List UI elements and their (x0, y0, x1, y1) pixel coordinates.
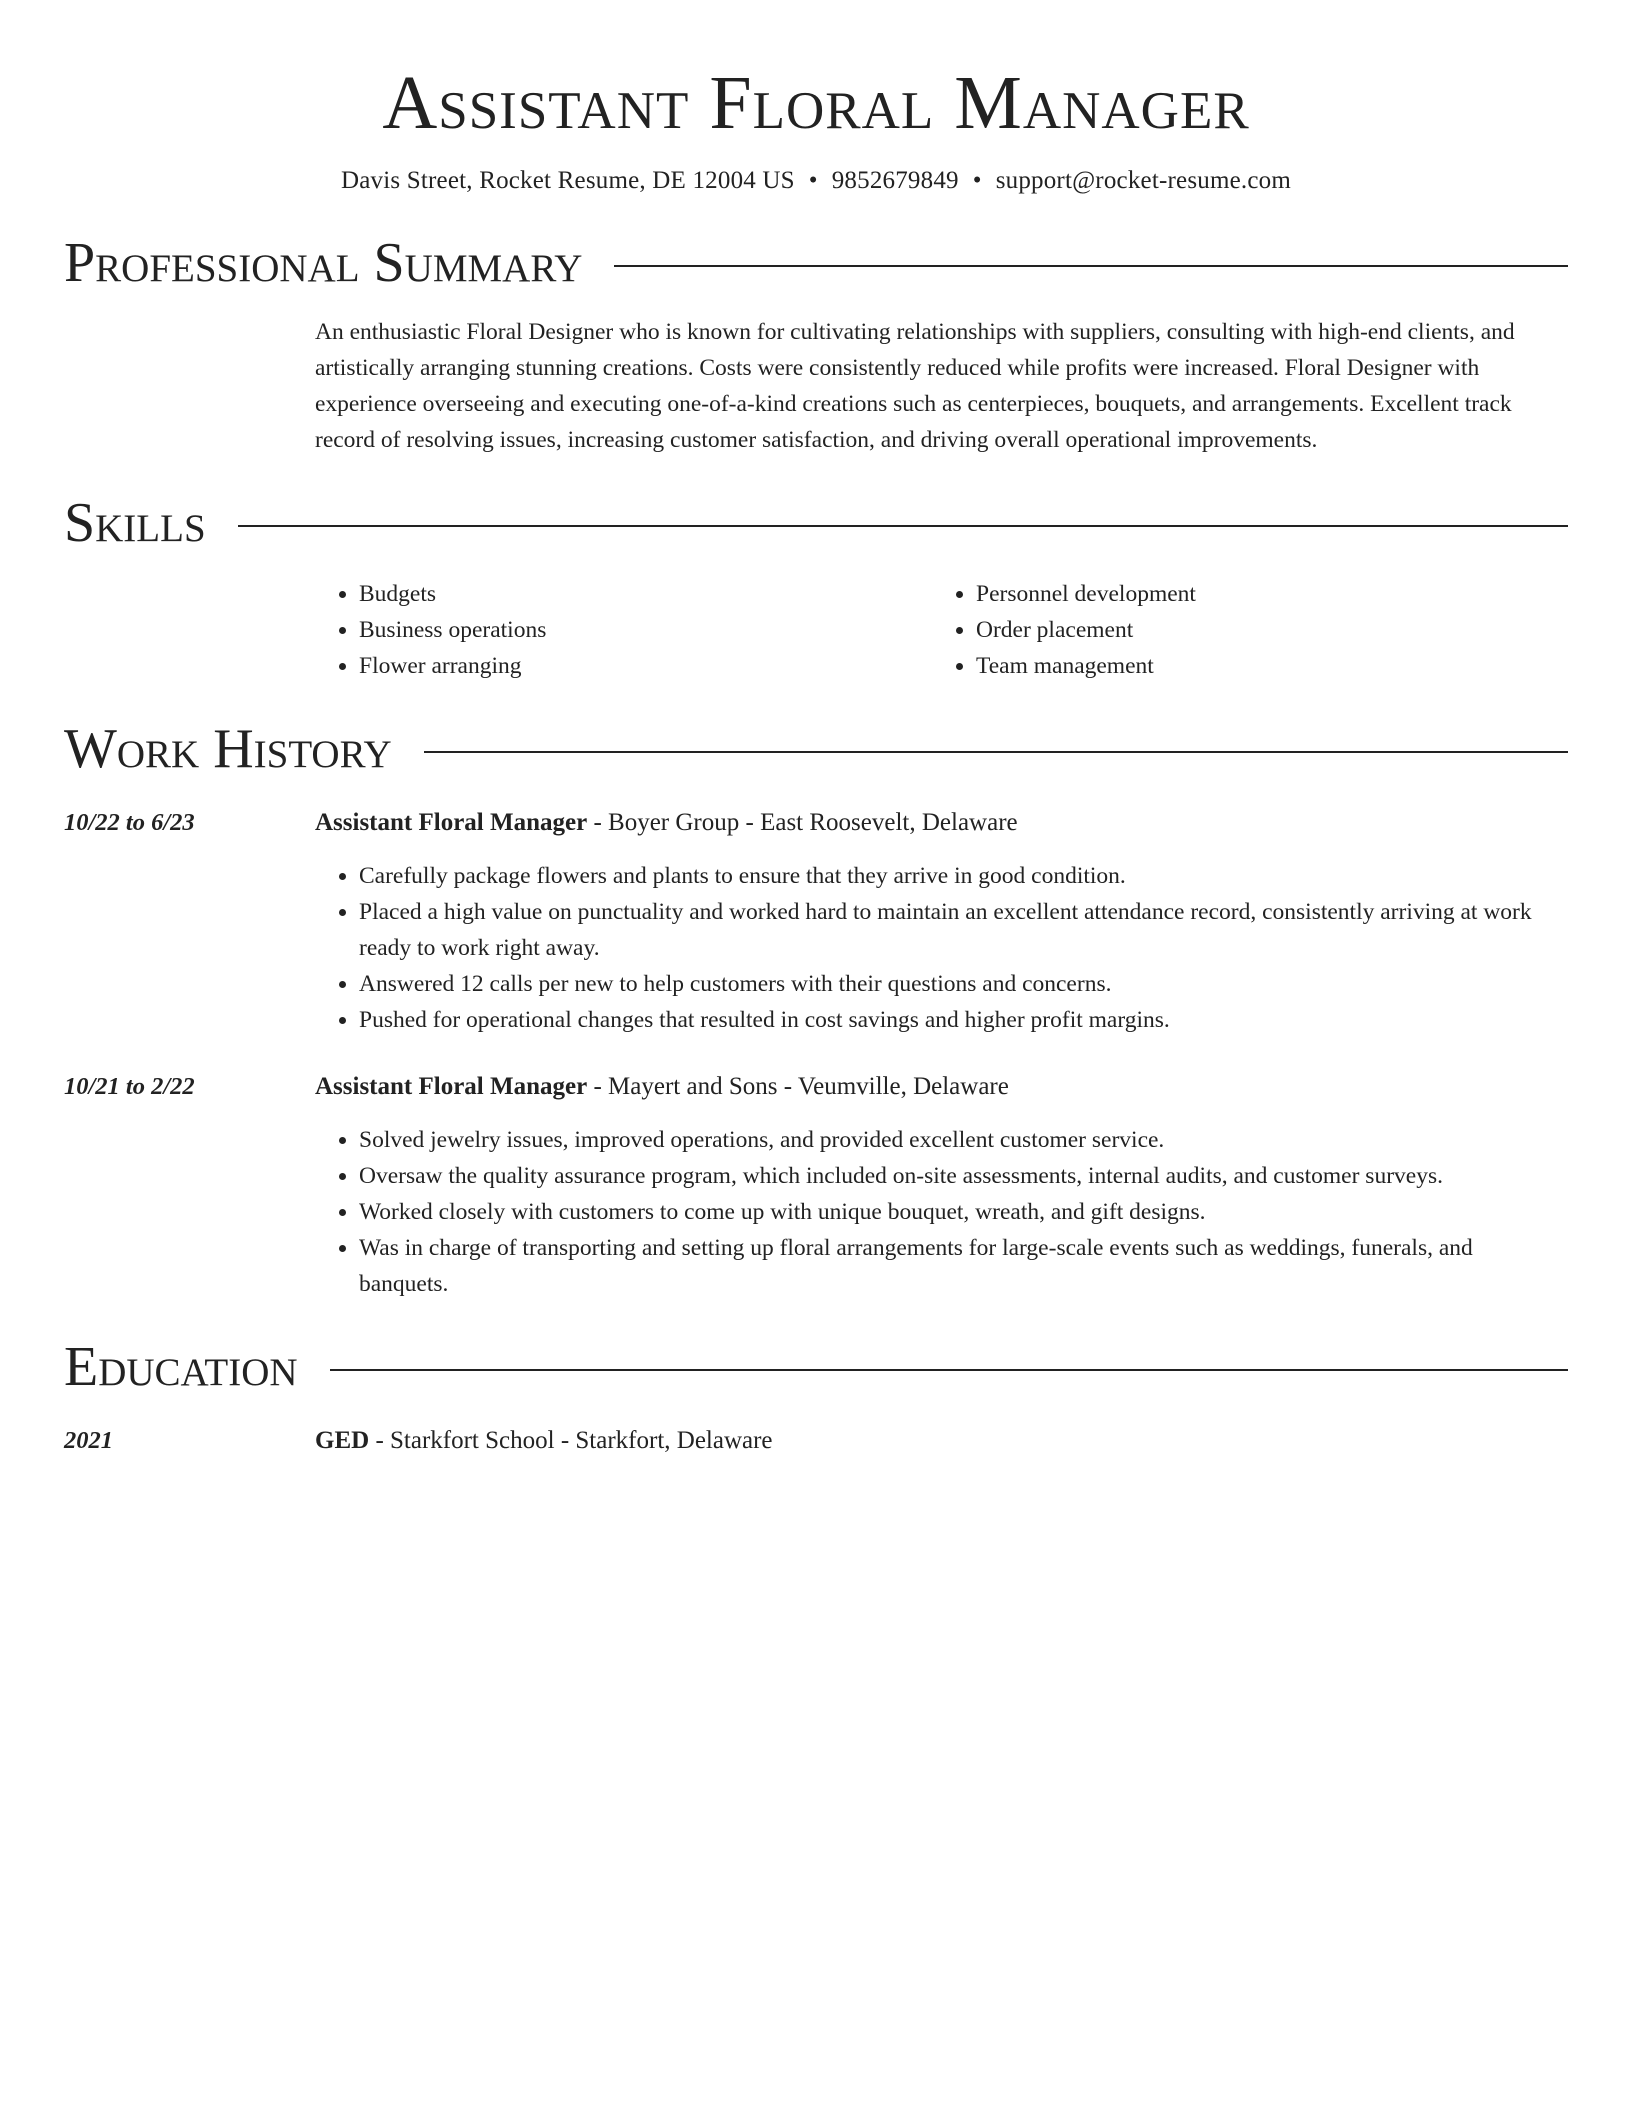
job-entry (64, 1070, 1568, 1302)
contact-email: support@rocket-resume.com (995, 167, 1291, 194)
summary-heading: Professional Summary (64, 232, 583, 294)
job-role: Assistant Floral Manager (315, 809, 588, 836)
job-bullet: • Oversaw the quality assurance program, which included on-site assessments, internal audits, and customer surveys. (359, 1158, 1568, 1194)
job-bullet: • Pushed for operational changes that resulted in cost savings and higher profit margins. (359, 1002, 1568, 1038)
job-content (315, 806, 1568, 1038)
contact-address: Davis Street, Rocket Resume, DE 12004 US (341, 167, 795, 194)
skill-item: • Flower arranging (359, 648, 932, 684)
job-bullet: • Placed a high value on punctuality and worked hard to maintain an excellent attendance record, consistently arriving at work ready to work right away. (359, 894, 1568, 966)
job-dates: 10/22 to 6/23 (64, 809, 195, 836)
section-divider (330, 1369, 1568, 1371)
education-year: 2021 (64, 1427, 113, 1454)
summary-section-header (64, 230, 1568, 296)
skill-item: • Business operations (359, 612, 932, 648)
contact-phone: 9852679849 (831, 167, 959, 194)
education-section-header (64, 1334, 1568, 1400)
skills-column-1 (315, 576, 932, 684)
education-heading-line (315, 1424, 773, 1458)
summary-text: An enthusiastic Floral Designer who is known for cultivating relationships with suppliers, consulting with high-end clients, and artistically arranging stunning creations. Costs were consistently reduced while profits were increased. Floral Designer with experience overseeing and executing one-of-a-kind creations such as centerpieces, bouquets, and arrangements. Excellent track record of resolving issues, increasing customer satisfaction, and driving overall operational improvements. (315, 319, 1515, 453)
education-details: - Starkfort School - Starkfort, Delaware (369, 1427, 773, 1454)
skills-heading: Skills (64, 492, 206, 554)
skill-item: • Budgets (359, 576, 932, 612)
contact-line (64, 164, 1568, 198)
job-bullet: • Was in charge of transporting and setting up floral arrangements for large-scale events such as weddings, funerals, and banquets. (359, 1230, 1568, 1302)
job-content (315, 1070, 1568, 1302)
skill-item: • Team management (976, 648, 1549, 684)
job-heading (315, 1070, 1568, 1104)
job-details: - Boyer Group - East Roosevelt, Delaware (587, 809, 1018, 836)
job-bullet: • Carefully package flowers and plants to ensure that they arrive in good condition. (359, 858, 1568, 894)
work-section-header (64, 716, 1568, 782)
job-bullet: • Worked closely with customers to come up with unique bouquet, wreath, and gift designs. (359, 1194, 1568, 1230)
job-details: - Mayert and Sons - Veumville, Delaware (587, 1073, 1009, 1100)
job-bullets (315, 858, 1568, 1038)
skill-item: • Order placement (976, 612, 1549, 648)
education-entry (64, 1424, 1568, 1458)
contact-separator: • (972, 167, 982, 194)
section-divider (238, 525, 1568, 527)
education-heading: Education (64, 1336, 298, 1398)
skills-list (315, 576, 1568, 684)
job-bullet: • Answered 12 calls per new to help customers with their questions and concerns. (359, 966, 1568, 1002)
section-divider (614, 265, 1568, 267)
skills-column-2 (932, 576, 1549, 684)
section-divider (424, 751, 1568, 753)
work-heading: Work History (64, 718, 392, 780)
job-bullets (315, 1122, 1568, 1302)
skills-section-header (64, 490, 1568, 556)
job-role: Assistant Floral Manager (315, 1073, 588, 1100)
job-entry (64, 806, 1568, 1038)
resume-title: Assistant Floral Manager (382, 61, 1250, 145)
resume-page (64, 0, 1568, 1458)
education-degree: GED (315, 1427, 370, 1454)
skill-item: • Personnel development (976, 576, 1549, 612)
job-heading (315, 806, 1568, 840)
contact-separator: • (808, 167, 818, 194)
job-bullet: • Solved jewelry issues, improved operations, and provided excellent customer service. (359, 1122, 1568, 1158)
job-dates: 10/21 to 2/22 (64, 1073, 195, 1100)
